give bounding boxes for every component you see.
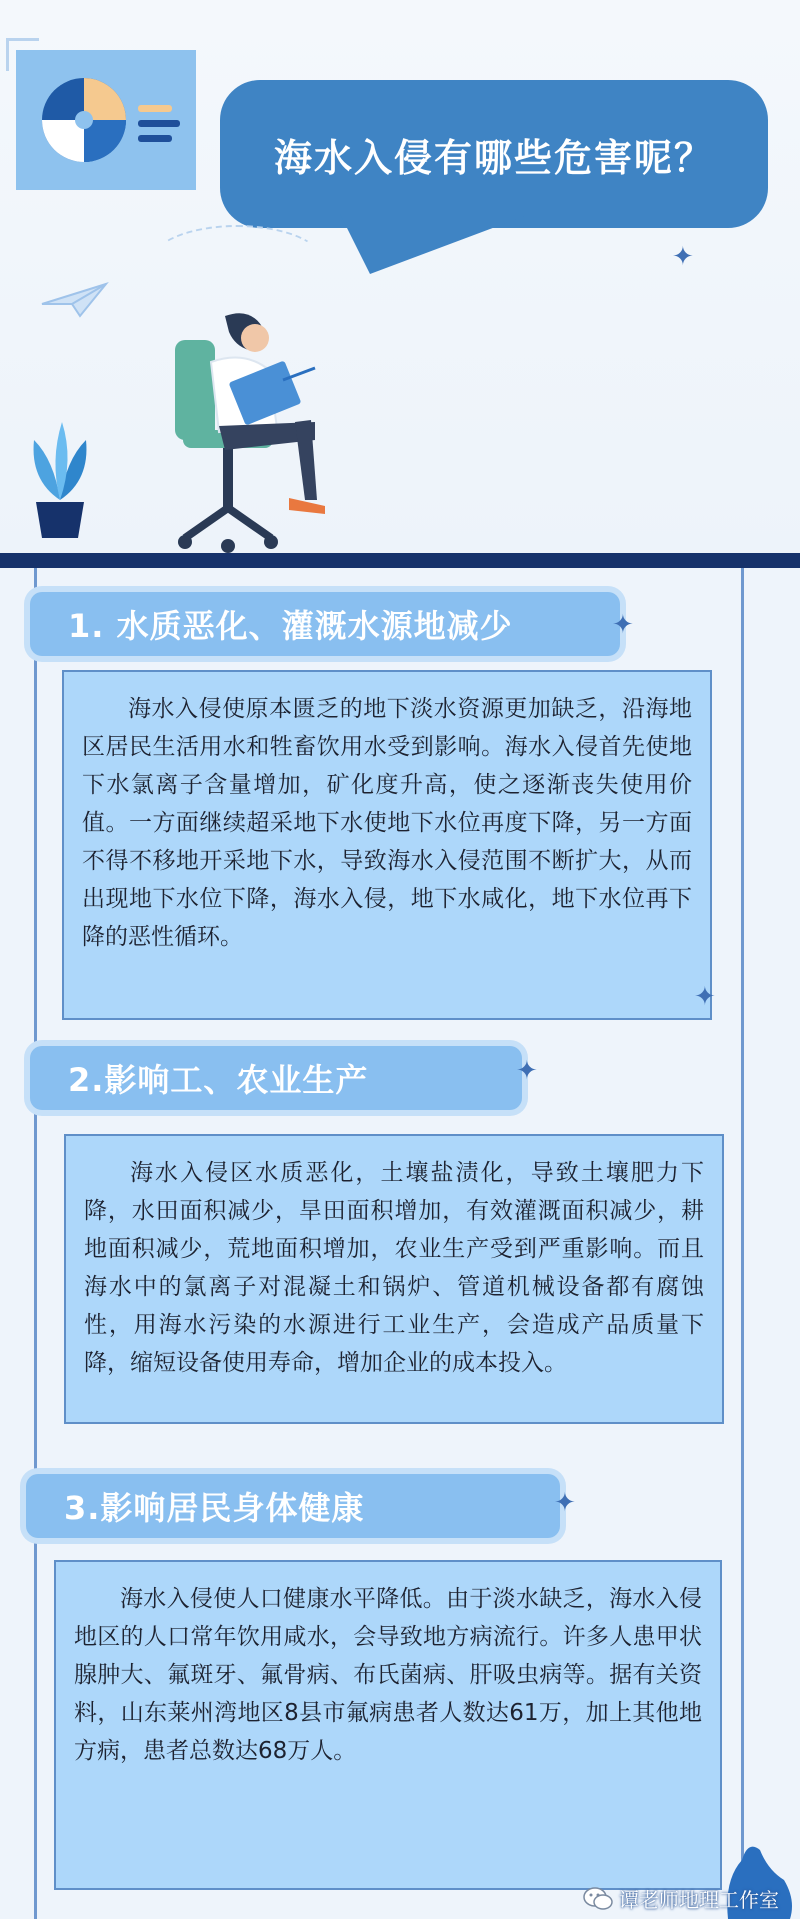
watermark (583, 1884, 779, 1913)
sparkle-icon: ✦ (672, 242, 694, 272)
section-3-title (26, 1474, 560, 1538)
floor-bar (0, 553, 800, 568)
question-bubble (220, 80, 768, 228)
paper-plane-icon (40, 280, 110, 320)
section-3-title-text: 3.影响居民身体健康 (64, 1489, 365, 1527)
watermark-text: 谭老师地理工作室 (619, 1888, 779, 1912)
pie-chart-icon (16, 50, 196, 190)
section-2-title-text: 2.影响工、农业生产 (68, 1061, 369, 1099)
dotted-arc-decoration (150, 225, 324, 299)
bubble-tail (340, 214, 530, 274)
section-2-title (30, 1046, 522, 1110)
sparkle-icon: ✦ (612, 610, 634, 640)
section-1-title-text: 1. 水质恶化、灌溉水源地减少 (68, 607, 513, 645)
section-1-body: 海水入侵使原本匮乏的地下淡水资源更加缺乏，沿海地区居民生活用水和牲畜饮用水受到影响。海水入侵首先使地下水氯离子含量增加，矿化度升高，使之逐渐丧失使用价值。一方面继续超采地下水使地下水位再度下降，另一方面不得不移地开采地下水，导致海水入侵范围不断扩大，从而出现地下水位下降，海水入侵，地下水咸化，地下水位再下降的恶性循环。 (82, 696, 692, 950)
section-1-title (30, 592, 620, 656)
sparkle-icon: ✦ (554, 1488, 576, 1518)
section-3-body: 海水入侵使人口健康水平降低。由于淡水缺乏，海水入侵地区的人口常年饮用咸水，会导致地方病流行。许多人患甲状腺肿大、氟斑牙、氟骨病、布氏菌病、肝吸虫病等。据有关资料，山东莱州湾地区8县市氟病患者人数达61万，加上其他地方病，患者总数达68万人。 (74, 1586, 702, 1764)
potted-plant-icon (20, 420, 100, 540)
reading-woman-illustration (165, 310, 365, 555)
section-1-body-box (62, 670, 712, 1020)
pie-chart-card (16, 50, 196, 190)
wechat-icon (583, 1886, 613, 1912)
section-2-body-box (64, 1134, 724, 1424)
sparkle-icon: ✦ (516, 1056, 538, 1086)
section-3-body-box (54, 1560, 722, 1890)
sparkle-icon: ✦ (694, 982, 716, 1012)
question-text: 海水入侵有哪些危害呢？ (273, 135, 714, 180)
header-illustration (0, 0, 800, 555)
section-2-body: 海水入侵区水质恶化，土壤盐渍化，导致土壤肥力下降，水田面积减少，旱田面积增加，有效灌溉面积减少，耕地面积减少，荒地面积增加，农业生产受到严重影响。而且海水中的氯离子对混凝土和锅炉、管道机械设备都有腐蚀性，用海水污染的水源进行工业生产，会造成产品质量下降，缩短设备使用寿命，增加企业的成本投入。 (84, 1160, 704, 1376)
